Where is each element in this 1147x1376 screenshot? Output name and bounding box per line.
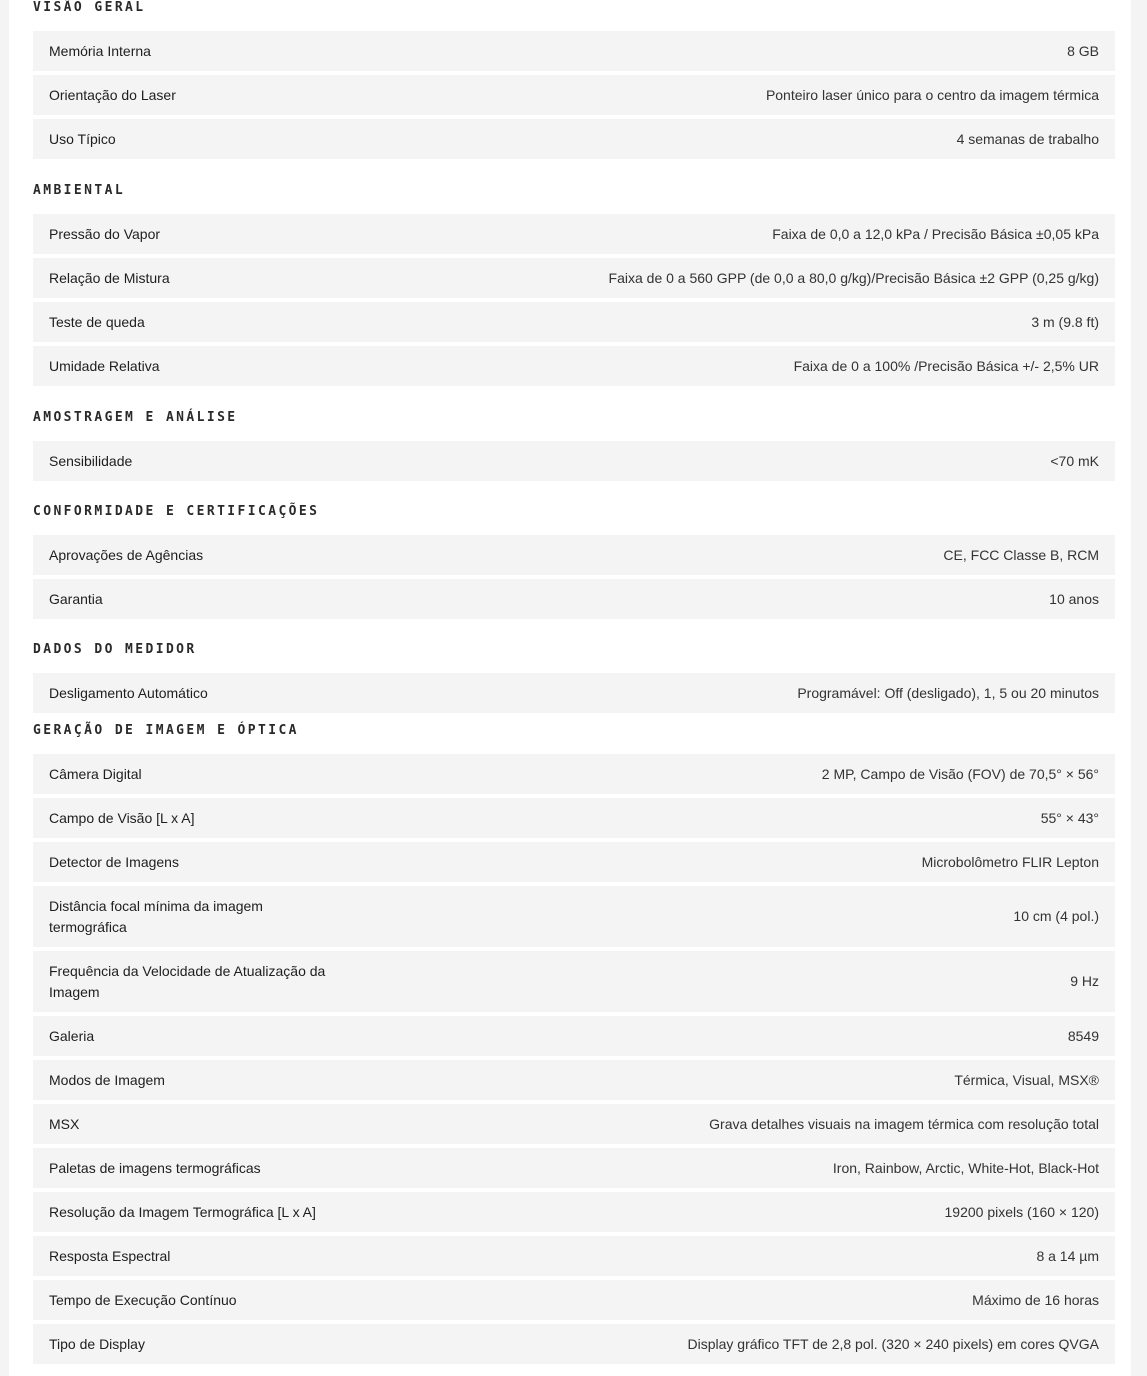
spec-row [33,1060,1115,1100]
spec-row [33,75,1115,115]
spec-label: Detector de Imagens [49,853,179,870]
spec-label: Distância focal mínima da imagem termográfica [49,897,263,935]
section-title-ambiental: AMBIENTAL [33,183,126,198]
spec-label: Resolução da Imagem Termográfica [L x A] [49,1203,316,1220]
spec-value: 10 cm (4 pol.) [1013,908,1099,924]
section-dados-medidor [33,673,1115,717]
spec-label: Pressão do Vapor [49,225,161,242]
spec-label: Uso Típico [49,130,116,147]
spec-value: Programável: Off (desligado), 1, 5 ou 20 minutos [797,684,1099,701]
spec-label: Galeria [49,1027,95,1044]
spec-value: Faixa de 0,0 a 12,0 kPa / Precisão Básica ±0,05 kPa [772,225,1099,242]
spec-row [33,1104,1115,1144]
spec-label: Tempo de Execução Contínuo [49,1291,237,1308]
section-title-visao-geral: VISÃO GERAL [33,0,146,15]
spec-value: Microbolômetro FLIR Lepton [921,853,1099,870]
spec-label: Sensibilidade [49,452,133,469]
spec-value: 4 semanas de trabalho [956,130,1099,147]
spec-value: 55° × 43° [1040,809,1099,826]
spec-row [33,1016,1115,1056]
spec-value: Máximo de 16 horas [972,1291,1099,1308]
spec-row [33,346,1115,386]
spec-label: Modos de Imagem [49,1071,165,1088]
spec-row [33,754,1115,794]
spec-value: Faixa de 0 a 560 GPP (de 0,0 a 80,0 g/kg)/Precisão Básica ±2 GPP (0,25 g/kg) [608,269,1099,286]
spec-value: Ponteiro laser único para o centro da imagem térmica [765,86,1099,103]
spec-label: Câmera Digital [49,765,142,782]
spec-row [33,214,1115,254]
spec-row [33,842,1115,882]
spec-label: Aprovações de Agências [49,546,204,563]
spec-value: 8 a 14 µm [1036,1247,1099,1264]
section-ambiental [33,214,1115,390]
spec-label: Resposta Espectral [49,1247,171,1264]
spec-value: 3 m (9.8 ft) [1031,313,1099,330]
spec-row [33,798,1115,838]
section-title-conformidade: CONFORMIDADE E CERTIFICAÇÕES [33,504,320,519]
spec-row [33,951,1115,1012]
section-conformidade [33,535,1115,623]
spec-row [33,441,1115,481]
spec-value: CE, FCC Classe B, RCM [943,546,1099,563]
spec-row [33,1192,1115,1232]
spec-value: Grava detalhes visuais na imagem térmica com resolução total [709,1115,1099,1132]
specs-page [9,0,1131,1376]
spec-row [33,673,1115,713]
spec-value: Iron, Rainbow, Arctic, White-Hot, Black-Hot [832,1159,1099,1176]
spec-value: 9 Hz [1070,973,1099,989]
spec-row [33,579,1115,619]
spec-row [33,1148,1115,1188]
spec-value: 10 anos [1049,590,1099,607]
spec-value: Térmica, Visual, MSX® [954,1071,1099,1088]
spec-value: 8 GB [1067,42,1099,59]
section-geracao-imagem [33,754,1115,1368]
spec-row [33,1280,1115,1320]
spec-row [33,119,1115,159]
spec-value: 8549 [1067,1027,1099,1044]
spec-label: Memória Interna [49,42,151,59]
section-visao-geral [33,31,1115,163]
spec-label: Desligamento Automático [49,684,208,701]
spec-label: Paletas de imagens termográficas [49,1159,261,1176]
spec-row [33,1324,1115,1364]
spec-row [33,886,1115,947]
spec-label: Relação de Mistura [49,269,170,286]
spec-label: Frequência da Velocidade de Atualização da Imagem [49,962,326,1000]
section-amostragem [33,441,1115,485]
spec-label: Teste de queda [49,313,145,330]
spec-label: Umidade Relativa [49,357,160,374]
spec-value: 2 MP, Campo de Visão (FOV) de 70,5° × 56° [821,765,1099,782]
section-title-geracao-imagem: GERAÇÃO DE IMAGEM E ÓPTICA [33,723,299,738]
spec-row [33,258,1115,298]
spec-label: Garantia [49,590,103,607]
spec-value: 19200 pixels (160 × 120) [944,1203,1099,1220]
spec-value: <70 mK [1050,452,1099,469]
spec-label: Campo de Visão [L x A] [49,809,195,826]
spec-row [33,302,1115,342]
spec-row [33,535,1115,575]
section-title-dados-medidor: DADOS DO MEDIDOR [33,642,197,657]
spec-label: Orientação do Laser [49,86,176,103]
spec-value: Faixa de 0 a 100% /Precisão Básica +/- 2,5% UR [793,357,1099,374]
spec-value: Display gráfico TFT de 2,8 pol. (320 × 240 pixels) em cores QVGA [687,1335,1099,1352]
spec-label: MSX [49,1115,80,1132]
spec-row [33,1236,1115,1276]
section-title-amostragem: AMOSTRAGEM E ANÁLISE [33,410,238,425]
spec-label: Tipo de Display [49,1335,145,1352]
spec-row [33,31,1115,71]
